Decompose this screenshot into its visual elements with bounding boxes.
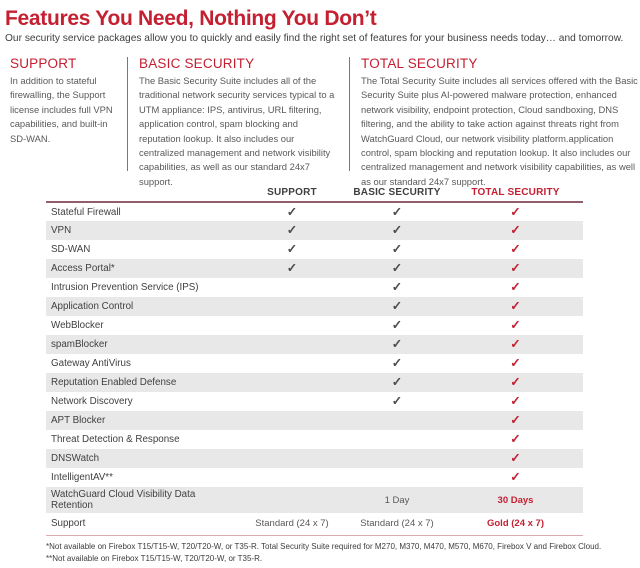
table-row [46,240,583,259]
footnote-2: **Not available on Firebox T15/T15-W, T20/T20-W, or T35-R. [46,553,263,563]
basic-cell [346,297,448,316]
total-cell [448,278,583,297]
check-icon: ✓ [391,242,403,256]
check-icon: ✓ [510,223,521,237]
check-icon: ✓ [391,337,403,351]
table-row [46,449,583,468]
total-cell [448,430,583,449]
feature-label: Reputation Enabled Defense [51,377,177,388]
vertical-divider [127,57,128,171]
feature-label: IntelligentAV** [51,472,113,483]
support-column-header: SUPPORT [267,187,317,198]
basic-security-column-header: BASIC SECURITY [353,187,441,198]
feature-label: WatchGuard Cloud Visibility Data Retention [51,489,196,511]
total-cell [448,259,583,278]
table-row [46,202,583,221]
support-cell [238,221,346,240]
check-icon: ✓ [391,280,403,294]
check-icon: ✓ [510,280,521,294]
total-security-column-header: TOTAL SECURITY [471,187,560,198]
support-value [238,392,346,411]
feature-label: Intrusion Prevention Service (IPS) [51,282,199,293]
basic-cell [346,335,448,354]
check-icon: ✓ [391,318,403,332]
table-row [46,259,583,278]
check-icon: ✓ [510,204,521,219]
support-value [238,373,346,392]
check-icon: ✓ [286,261,298,275]
table-row [46,513,583,534]
feature-label: VPN [51,225,72,236]
total-value: Gold (24 x 7) [486,518,544,529]
basic-cell [346,259,448,278]
check-icon: ✓ [391,394,403,408]
feature-label: Support [51,518,86,529]
check-icon: ✓ [510,356,521,370]
support-value [238,335,346,354]
feature-label: Gateway AntiVirus [51,358,131,369]
table-row [46,221,583,240]
feature-label: DNSWatch [51,453,100,464]
check-icon: ✓ [391,223,403,237]
basic-cell [346,240,448,259]
basic-cell [346,221,448,240]
package-total-title: TOTAL SECURITY [361,56,478,71]
check-icon: ✓ [510,394,521,408]
feature-table-body [46,202,583,534]
table-row [46,487,583,513]
package-total-description: The Total Security Suite includes all services offered with the Basic Security Suite plus AI-powered malware protection, enhanced network visibility, endpoint protection, Cloud sandboxing, DNS filtering, and the ability to take action against threats right from WatchGuard Cloud, our network visibility platform.application control, spam blocking and reputation lookup. It also includes our centralized management and network visibility capabilities, as well as our standard 24x7 support. [361,75,638,187]
check-icon: ✓ [510,337,521,351]
basic-cell [346,202,448,221]
table-row [46,278,583,297]
check-icon: ✓ [510,413,521,427]
package-support-title: SUPPORT [10,56,77,71]
basic-cell [346,316,448,335]
check-icon: ✓ [391,261,403,275]
table-header-row [46,184,583,202]
check-icon: ✓ [391,299,403,313]
package-basic-description: The Basic Security Suite includes all of the traditional network security services typical to a UTM appliance: IPS, antivirus, URL filtering, application control, spam blocking and reputation lookup. It also includes our centralized management and network visibility capabilities, as well as our standard 24x7 support. [139,75,335,187]
check-icon: ✓ [510,451,521,465]
support-value [238,411,346,430]
basic-value [346,430,448,449]
check-icon: ✓ [391,356,403,370]
total-cell [448,354,583,373]
feature-label: SD-WAN [51,244,91,255]
table-row [46,392,583,411]
total-cell [448,449,583,468]
support-value [238,430,346,449]
feature-label: Application Control [51,301,134,312]
check-icon: ✓ [286,223,298,237]
page-title: Features You Need, Nothing You Don’t [5,7,377,30]
package-total-security [361,56,640,187]
package-support [10,56,116,177]
total-cell [448,392,583,411]
support-value [238,468,346,487]
basic-cell [346,373,448,392]
total-cell [448,297,583,316]
total-cell [448,335,583,354]
feature-label: spamBlocker [51,339,108,350]
support-value [238,487,346,513]
package-basic-security [139,56,338,187]
total-cell [448,240,583,259]
support-value [238,278,346,297]
basic-value [346,468,448,487]
check-icon: ✓ [510,432,521,446]
support-value [238,449,346,468]
footnote-1: *Not available on Firebox T15/T15-W, T20/T20-W, or T35-R. Total Security Suite required for M270, M370, M470, M570, M670, Firebox V and Firebox Cloud. [46,542,602,551]
check-icon: ✓ [286,204,298,219]
basic-cell [346,392,448,411]
check-icon: ✓ [510,261,521,275]
basic-value [346,449,448,468]
total-cell [448,411,583,430]
table-row [46,297,583,316]
feature-label: APT Blocker [51,415,106,426]
table-row [46,335,583,354]
check-icon: ✓ [286,242,298,256]
table-row [46,411,583,430]
support-cell [238,240,346,259]
feature-label: Stateful Firewall [51,206,121,218]
check-icon: ✓ [510,318,521,332]
total-cell [448,316,583,335]
package-basic-title: BASIC SECURITY [139,56,255,71]
support-value [238,316,346,335]
total-cell [448,202,583,221]
support-value [238,354,346,373]
support-value: Standard (24 x 7) [255,518,329,529]
table-row [46,354,583,373]
check-icon: ✓ [510,299,521,313]
table-row [46,468,583,487]
basic-cell [346,354,448,373]
package-support-description: In addition to stateful firewalling, the Support license includes full VPN capabilities, and built-in SD-WAN. [10,75,113,144]
check-icon: ✓ [510,375,521,389]
support-value [238,297,346,316]
basic-value [346,411,448,430]
support-cell [238,259,346,278]
table-row [46,430,583,449]
basic-cell [346,278,448,297]
total-cell [448,373,583,392]
feature-label: Threat Detection & Response [51,434,180,445]
basic-value: 1 Day [384,494,410,506]
total-value: 30 Days [497,494,534,506]
feature-label: Access Portal* [51,263,115,274]
support-cell [238,202,346,221]
package-descriptions [10,56,640,187]
feature-comparison-table [46,184,583,536]
table-bottom-rule [46,535,583,536]
check-icon: ✓ [391,204,403,219]
table-row [46,316,583,335]
feature-label: Network Discovery [51,396,133,407]
total-cell [448,468,583,487]
basic-value: Standard (24 x 7) [360,518,434,529]
page-subtitle: Our security service packages allow you to quickly and easily find the right set of features for your business needs today… and tomorrow. [5,33,624,44]
check-icon: ✓ [391,375,403,389]
feature-label: WebBlocker [51,320,104,331]
table-row [46,373,583,392]
check-icon: ✓ [510,470,521,484]
total-cell [448,221,583,240]
check-icon: ✓ [510,242,521,256]
vertical-divider [349,57,350,171]
